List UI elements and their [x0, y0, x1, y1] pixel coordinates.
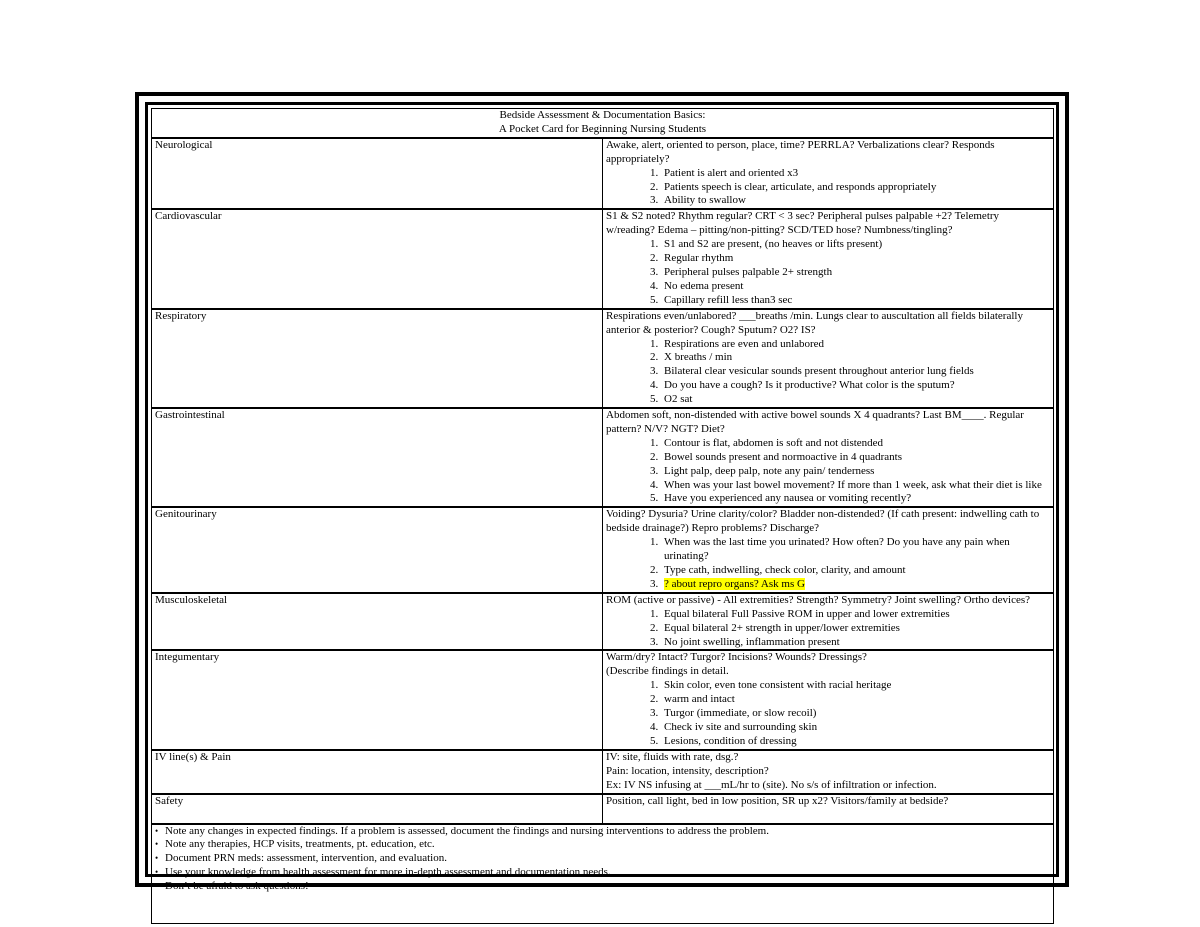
findings-list — [606, 437, 1050, 507]
section-row-musculoskeletal — [152, 593, 1054, 651]
section-prompt: Abdomen soft, non-distended with active bowel sounds X 4 quadrants? Last BM____. Regular pattern? N/V? NGT? Diet? — [606, 409, 1024, 435]
note-item: • Don’t be afraid to ask questions! — [167, 880, 1050, 894]
section-line: Pain: location, intensity, description? — [606, 764, 769, 777]
section-prompt: ROM (active or passive) - All extremities? Strength? Symmetry? Joint swelling? Ortho devices? — [606, 593, 1031, 606]
section-prompt: Voiding? Dysuria? Urine clarity/color? Bladder non-distended? (If cath present: indwelling cath to bedside drainage?) Repro problems? Discharge? — [606, 508, 1040, 535]
list-item: 1. Equal bilateral Full Passive ROM in upper and lower extremities — [661, 608, 1050, 622]
list-item: 5. O2 sat — [661, 393, 1050, 407]
list-item: 2. Type cath, indwelling, check color, clarity, and amount — [661, 564, 1050, 578]
section-label: Cardiovascular — [152, 209, 603, 308]
section-content — [603, 408, 1054, 507]
note-item: • Note any changes in expected findings. If a problem is assessed, document the findings and nursing interventions to address the problem. — [167, 825, 1050, 839]
highlighted-note: ? about repro organs? Ask ms G — [664, 577, 805, 590]
card-inner-border — [145, 102, 1059, 893]
list-item: 3. Ability to swallow — [661, 194, 1050, 208]
section-content — [603, 138, 1054, 210]
list-item: 3. Light palp, deep palp, note any pain/ tenderness — [661, 465, 1050, 479]
section-prompt: Respirations even/unlabored? ___breaths /min. Lungs clear to auscultation all fields bilaterally anterior & posterior? Cough? Sputum? O2? IS? — [606, 309, 1023, 336]
list-item: 2. Equal bilateral 2+ strength in upper/lower extremities — [661, 622, 1050, 636]
section-row-gastrointestinal — [152, 408, 1054, 507]
list-item: 2. Regular rhythm — [661, 252, 1050, 266]
findings-list — [606, 679, 1050, 749]
title-line-1: Bedside Assessment & Documentation Basics: — [499, 109, 706, 121]
list-item: 1. When was the last time you urinated? How often? Do you have any pain when urinating? — [661, 536, 1050, 564]
list-item: 5. Lesions, condition of dressing — [661, 735, 1050, 749]
section-line: IV: site, fluids with rate, dsg.? — [606, 750, 739, 763]
list-item: 5. Have you experienced any nausea or vomiting recently? — [661, 492, 1050, 506]
section-label: Safety — [152, 794, 603, 824]
section-label: IV line(s) & Pain — [152, 750, 603, 794]
section-row-respiratory — [152, 309, 1054, 408]
section-line: Position, call light, bed in low position, SR up x2? Visitors/family at bedside? — [606, 794, 949, 807]
section-prompt-2: (Describe findings in detail. — [606, 665, 729, 678]
list-item: 2. Patients speech is clear, articulate, and responds appropriately — [661, 181, 1050, 195]
note-item: • Document PRN meds: assessment, intervention, and evaluation. — [167, 852, 1050, 866]
section-label: Genitourinary — [152, 507, 603, 592]
section-content — [603, 507, 1054, 592]
notes-list — [155, 825, 1050, 895]
findings-list — [606, 167, 1050, 209]
section-row-safety — [152, 794, 1054, 824]
list-item: 4. No edema present — [661, 280, 1050, 294]
section-row-neurological — [152, 138, 1054, 210]
title-line-2: A Pocket Card for Beginning Nursing Students — [498, 122, 707, 135]
card-outer-border — [135, 92, 1069, 893]
findings-list — [606, 338, 1050, 408]
list-item: 4. Check iv site and surrounding skin — [661, 721, 1050, 735]
section-content — [603, 209, 1054, 308]
section-content — [603, 650, 1054, 749]
list-item: 1. Patient is alert and oriented x3 — [661, 167, 1050, 181]
section-label: Musculoskeletal — [152, 593, 603, 651]
section-content — [603, 750, 1054, 794]
list-item: 2. Bowel sounds present and normoactive in 4 quadrants — [661, 451, 1050, 465]
section-prompt: S1 & S2 noted? Rhythm regular? CRT < 3 sec? Peripheral pulses palpable +2? Telemetry w/reading? Edema – pitting/non-pitting? SCD/TED hose? Numbness/tingling? — [606, 210, 1000, 237]
section-label: Respiratory — [152, 309, 603, 408]
list-item: 1. S1 and S2 are present, (no heaves or lifts present) — [661, 238, 1050, 252]
list-item: 5. Capillary refill less than3 sec — [661, 294, 1050, 308]
list-item: 3. Bilateral clear vesicular sounds present throughout anterior lung fields — [661, 365, 1050, 379]
section-content — [603, 593, 1054, 651]
notes-cell — [152, 824, 1054, 924]
list-item: 3. Turgor (immediate, or slow recoil) — [661, 707, 1050, 721]
section-label: Integumentary — [152, 650, 603, 749]
section-label: Neurological — [152, 138, 603, 210]
list-item: 4. When was your last bowel movement? If more than 1 week, ask what their diet is like — [661, 479, 1050, 493]
note-item: • Use your knowledge from health assessment for more in-depth assessment and documentation needs. — [167, 866, 1050, 880]
section-content — [603, 794, 1054, 824]
findings-list — [606, 608, 1050, 650]
section-content — [603, 309, 1054, 408]
list-item: 2. warm and intact — [661, 693, 1050, 707]
findings-list — [606, 536, 1050, 592]
list-item: 3. No joint swelling, inflammation present — [661, 636, 1050, 650]
list-item — [661, 578, 1050, 592]
section-row-cardiovascular — [152, 209, 1054, 308]
notes-row — [152, 824, 1054, 924]
section-row-iv-pain — [152, 750, 1054, 794]
list-item: 2. X breaths / min — [661, 351, 1050, 365]
list-item: 3. Peripheral pulses palpable 2+ strength — [661, 266, 1050, 280]
section-prompt: Awake, alert, oriented to person, place, time? PERRLA? Verbalizations clear? Responds appropriately? — [606, 138, 995, 165]
list-item: 4. Do you have a cough? Is it productive? What color is the sputum? — [661, 379, 1050, 393]
assessment-table — [151, 108, 1054, 924]
note-item: • Note any therapies, HCP visits, treatments, pt. education, etc. — [167, 838, 1050, 852]
card-title — [152, 109, 1054, 138]
section-line: Ex: IV NS infusing at ___mL/hr to (site). No s/s of infiltration or infection. — [606, 778, 937, 791]
section-row-integumentary — [152, 650, 1054, 749]
section-prompt: Warm/dry? Intact? Turgor? Incisions? Wounds? Dressings? — [606, 651, 867, 664]
list-item: 1. Contour is flat, abdomen is soft and not distended — [661, 437, 1050, 451]
list-item: 1. Skin color, even tone consistent with racial heritage — [661, 679, 1050, 693]
list-item: 1. Respirations are even and unlabored — [661, 338, 1050, 352]
findings-list — [606, 238, 1050, 308]
section-row-genitourinary — [152, 507, 1054, 592]
section-label: Gastrointestinal — [152, 408, 603, 507]
